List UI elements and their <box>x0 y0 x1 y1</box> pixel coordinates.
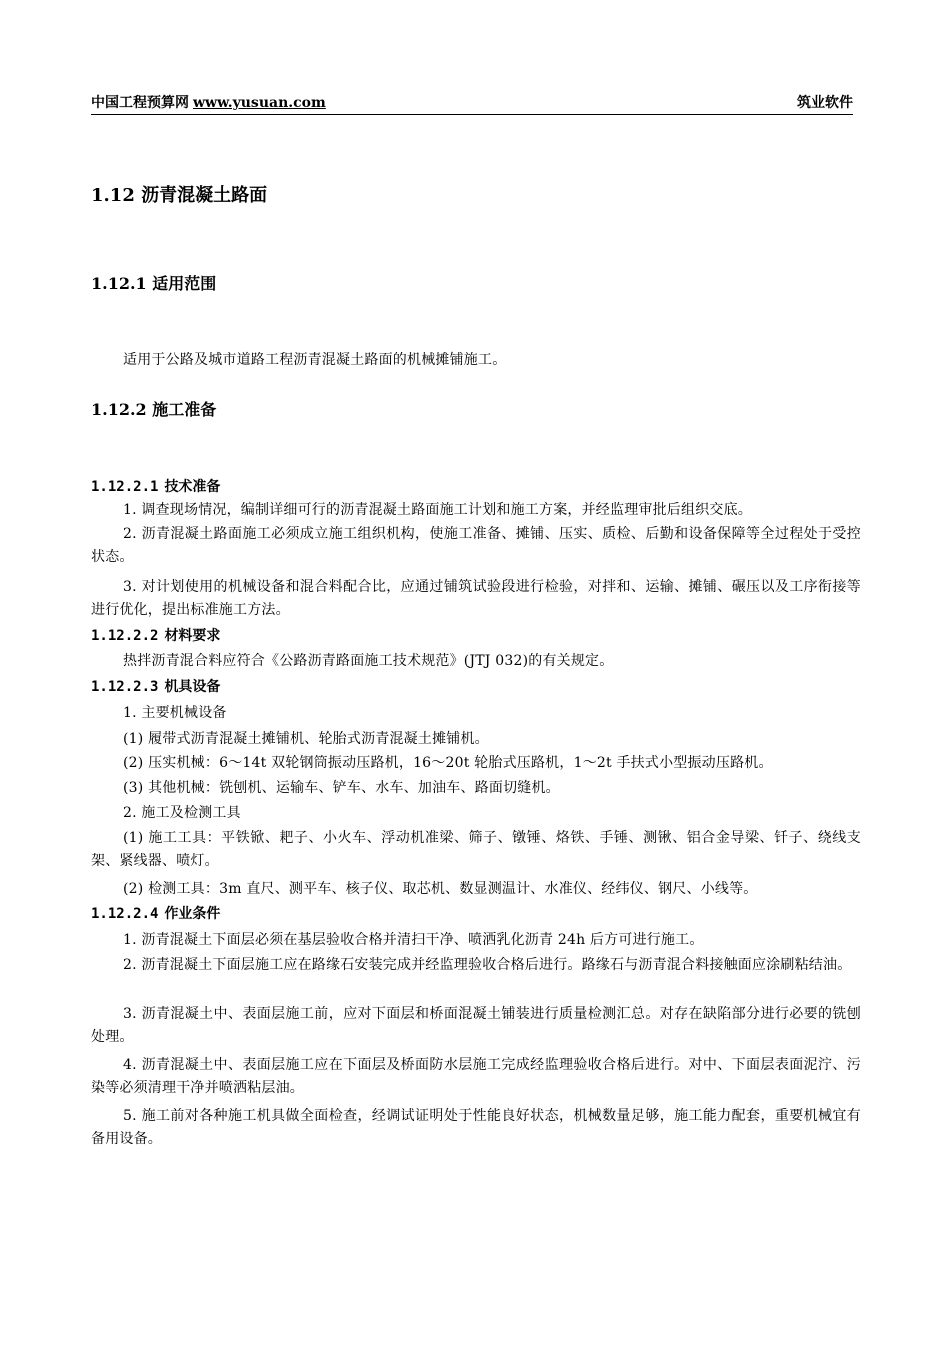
paragraph-equip-6: (1) 施工工具：平铁锨、耙子、小火车、浮动机准梁、筛子、镦锤、烙铁、手锤、测锹、铝合金导梁、钎子、绕线支架、紧线器、喷灯。 <box>91 830 861 869</box>
paragraph-cond-5: 5. 施工前对各种施工机具做全面检查，经调试证明处于性能良好状态，机械数量足够，施工能力配套，重要机械宜有备用设备。 <box>91 1108 861 1147</box>
heading-1-12-2-1 <box>91 477 220 497</box>
section-title: 1.12 沥青混凝土路面 <box>91 185 268 206</box>
heading-1-12-2-2 <box>91 626 220 646</box>
heading-1-12-2-3 <box>91 677 220 697</box>
paragraph-material-1: 热拌沥青混合料应符合《公路沥青路面施工技术规范》(JTJ 032)的有关规定。 <box>123 653 614 669</box>
header-site-url[interactable]: www.yusuan.com <box>193 95 326 111</box>
paragraph-equip-4: (3) 其他机械：铣刨机、运输车、铲车、水车、加油车、路面切缝机。 <box>123 780 560 796</box>
paragraph-equip-1: 1. 主要机械设备 <box>123 705 227 721</box>
heading-1-12-2-4 <box>91 904 220 924</box>
paragraph-cond-3: 3. 沥青混凝土中、表面层施工前，应对下面层和桥面混凝土铺装进行质量检测汇总。对存在缺陷部分进行必要的铣刨处理。 <box>91 1006 861 1045</box>
heading-text: 材料要求 <box>164 628 221 644</box>
heading-text: 机具设备 <box>164 679 221 695</box>
heading-1-12-2: 1.12.2 施工准备 <box>91 400 217 419</box>
paragraph-cond-1: 1. 沥青混凝土下面层必须在基层验收合格并清扫干净、喷洒乳化沥青 24h 后方可进行施工。 <box>123 932 704 948</box>
paragraph-equip-2: (1) 履带式沥青混凝土摊铺机、轮胎式沥青混凝土摊铺机。 <box>123 731 489 747</box>
heading-number: 1.12.2.2 <box>91 628 159 644</box>
paragraph-scope: 适用于公路及城市道路工程沥青混凝土路面的机械摊铺施工。 <box>123 352 507 368</box>
paragraph-cond-4: 4. 沥青混凝土中、表面层施工应在下面层及桥面防水层施工完成经监理验收合格后进行。对中、下面层表面泥泞、污染等必须清理干净并喷洒粘层油。 <box>91 1057 861 1096</box>
paragraph-equip-7: (2) 检测工具：3m 直尺、测平车、核子仪、取芯机、数显测温计、水准仪、经纬仪、钢尺、小线等。 <box>123 881 758 897</box>
heading-number: 1.12.2.4 <box>91 906 159 922</box>
heading-number: 1.12.2.1 <box>91 479 159 495</box>
paragraph-equip-5: 2. 施工及检测工具 <box>123 805 241 821</box>
paragraph-tech-2: 2. 沥青混凝土路面施工必须成立施工组织机构，使施工准备、摊铺、压实、质检、后勤和设备保障等全过程处于受控状态。 <box>91 526 861 565</box>
heading-number: 1.12.2.3 <box>91 679 159 695</box>
paragraph-equip-3: (2) 压实机械：6～14t 双轮钢筒振动压路机，16～20t 轮胎式压路机，1～2t 手扶式小型振动压路机。 <box>123 755 773 771</box>
paragraph-cond-2: 2. 沥青混凝土下面层施工应在路缘石安装完成并经监理验收合格后进行。路缘石与沥青混合料接触面应涂刷粘结油。 <box>123 957 852 973</box>
heading-1-12-1: 1.12.1 适用范围 <box>91 274 217 293</box>
paragraph-tech-3: 3. 对计划使用的机械设备和混合料配合比，应通过铺筑试验段进行检验，对拌和、运输、摊铺、碾压以及工序衔接等进行优化，提出标准施工方法。 <box>91 579 861 618</box>
heading-text: 技术准备 <box>164 479 221 495</box>
paragraph-tech-1: 1. 调查现场情况，编制详细可行的沥青混凝土路面施工计划和施工方案，并经监理审批后组织交底。 <box>123 502 753 518</box>
header-site-name: 中国工程预算网 <box>91 95 189 111</box>
header-left <box>91 94 326 112</box>
heading-text: 作业条件 <box>164 906 221 922</box>
page-header <box>91 94 853 115</box>
header-brand: 筑业软件 <box>797 95 853 111</box>
